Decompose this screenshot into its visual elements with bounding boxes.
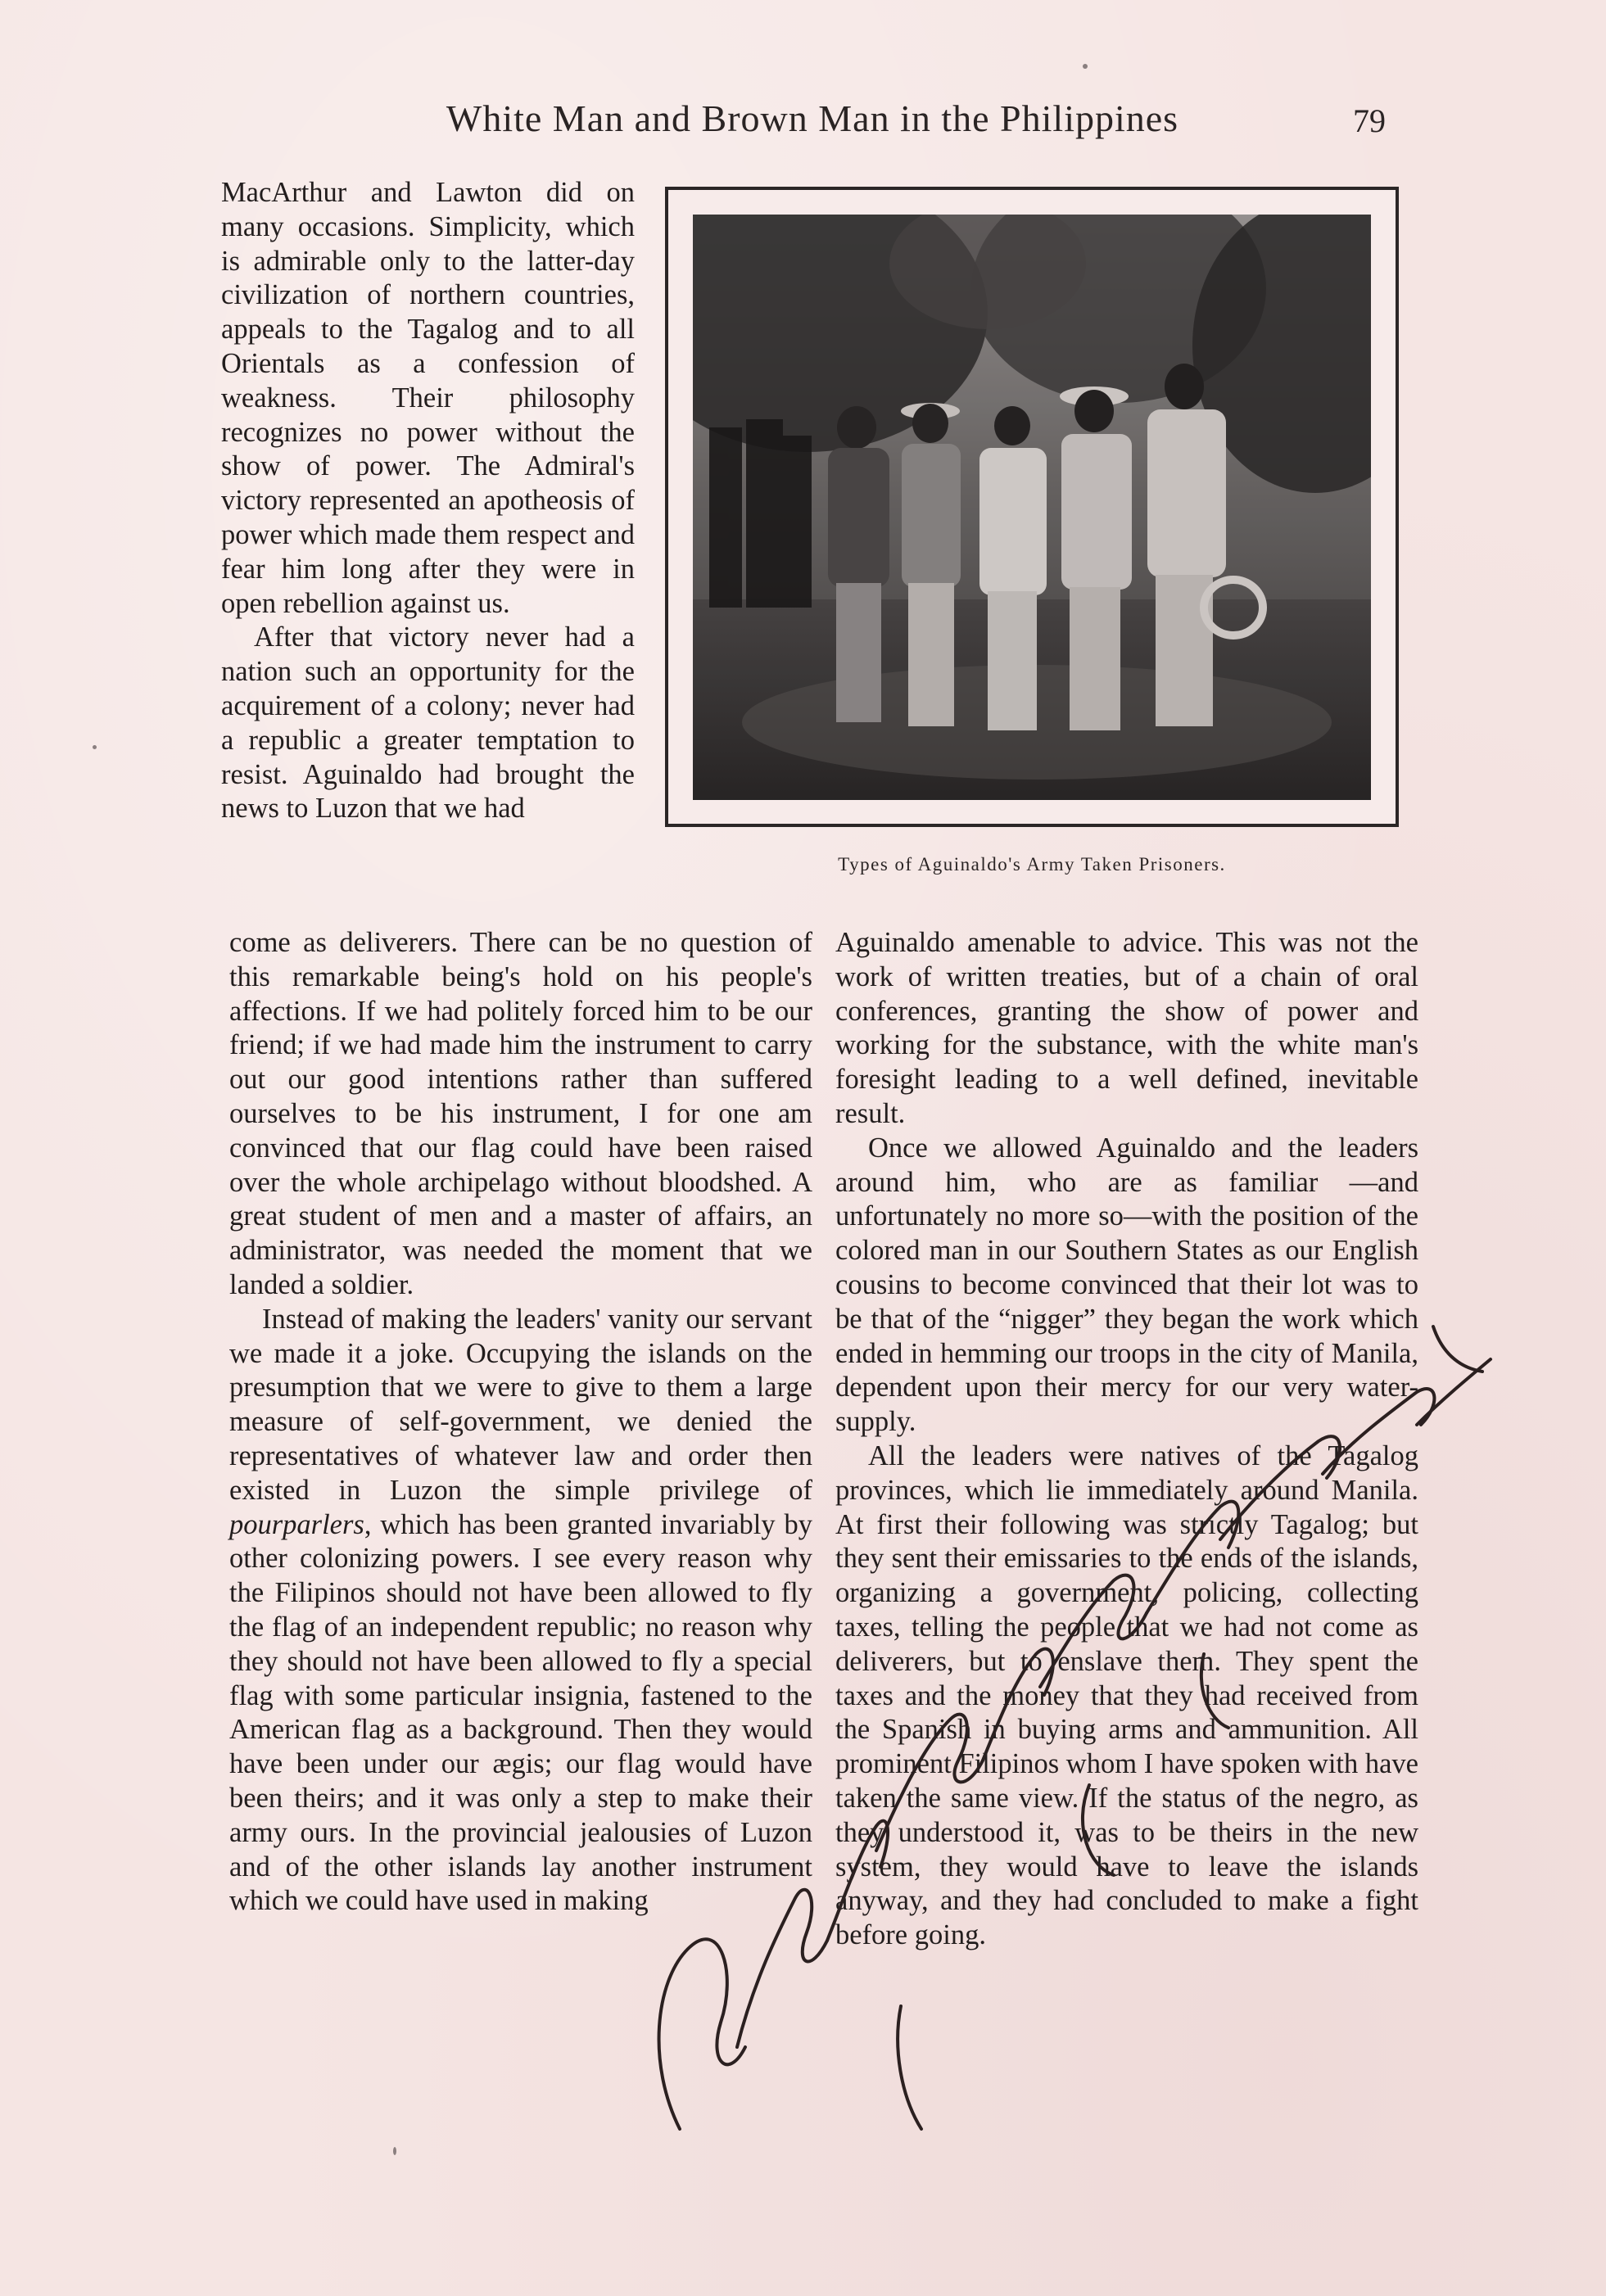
paper-speck bbox=[1083, 64, 1088, 69]
paragraph: Once we allowed Aguinaldo and the leaders around him, who are as familiar —and unfortunately no more so—with the position of the colored man in our Southern States as our English cousins to become convinced that their lot was to be that of the “nigger” they began the work which ended in hemming our troops in the city of Manila, dependent upon their mercy for our very water-supply. bbox=[835, 1132, 1418, 1438]
photograph-frame bbox=[665, 187, 1399, 827]
figure-caption: Types of Aguinaldo's Army Taken Prisoners. bbox=[838, 854, 1226, 875]
paragraph-text: , which has been granted invariably by other colonizing powers. I see every reason why the Filipinos should not have been allowed to fly the flag of an independent republic; no reason why they should not have been allowed to fly a special flag with some particular insignia, fastened to the American flag as a background. Then they would have been under our ægis; our flag would have been theirs; and it was only a step to make their army ours. In the provincial jealousies of Luzon and of the other islands lay another instrument which we could have used in making bbox=[229, 1508, 812, 1917]
left-column-upper bbox=[221, 176, 635, 826]
paragraph: Aguinaldo amenable to advice. This was not the work of written treaties, but of a chain of oral conferences, granting the show of power and working for the substance, with the white man's foresight leading to a well defined, inevitable result. bbox=[835, 927, 1418, 1129]
italic-term: pourparlers bbox=[229, 1508, 364, 1540]
paragraph-text: Instead of making the leaders' vanity our servant we made it a joke. Occupying the islands on the presumption that we were to give to them a large measure of self-government, we denied the representatives of whatever law and order then existed in Luzon the simple privilege of bbox=[229, 1303, 812, 1506]
paragraph bbox=[229, 1303, 812, 1919]
prisoners-photograph bbox=[693, 215, 1371, 800]
paragraph: MacArthur and Lawton did on many occasions. Simplicity, which is admirable only to the latter-day civilization of northern countries, appeals to the Tagalog and to all Orientals as a confession of weakness. Their philosophy recognizes no power without the show of power. The Admiral's victory represented an apotheosis of power which made them respect and fear him long after they were in open rebellion against us. bbox=[221, 177, 635, 619]
left-column-lower bbox=[229, 926, 812, 1919]
running-title: White Man and Brown Man in the Philippines bbox=[446, 97, 1179, 139]
paper-speck bbox=[393, 2147, 396, 2155]
page-number: 79 bbox=[1353, 102, 1386, 139]
paper-speck bbox=[93, 745, 97, 749]
paragraph: come as deliverers. There can be no question of this remarkable being's hold on his people's affections. If we had politely forced him to be our friend; if we had made him the instrument to carry out our good intentions rather than suffered ourselves to be his instrument, I for one am convinced that our flag could have been raised over the whole archipelago without bloodshed. A great student of men and a master of affairs, an administrator, was needed the moment that we landed a soldier. bbox=[229, 927, 812, 1300]
right-column bbox=[835, 926, 1418, 1953]
paragraph: After that victory never had a nation such an opportunity for the acquirement of a colony; never had a republic a greater temptation to resist. Aguinaldo had brought the news to Luzon that we had bbox=[221, 621, 635, 825]
paragraph: All the leaders were natives of the Tagalog provinces, which lie immediately around Manila. At first their following was strictly Tagalog; but they sent their emissaries to the ends of the islands, organizing a government, policing, collecting taxes, telling the people that we had not come as deliverers, but to enslave them. They spent the taxes and the money that they had received from the Spanish in buying arms and ammunition. All prominent Filipinos whom I have spoken with have taken the same view. If the status of the negro, as they understood it, was to be theirs in the new system, they would have to leave the islands anyway, and they had concluded to make a fight before going. bbox=[835, 1440, 1418, 1951]
